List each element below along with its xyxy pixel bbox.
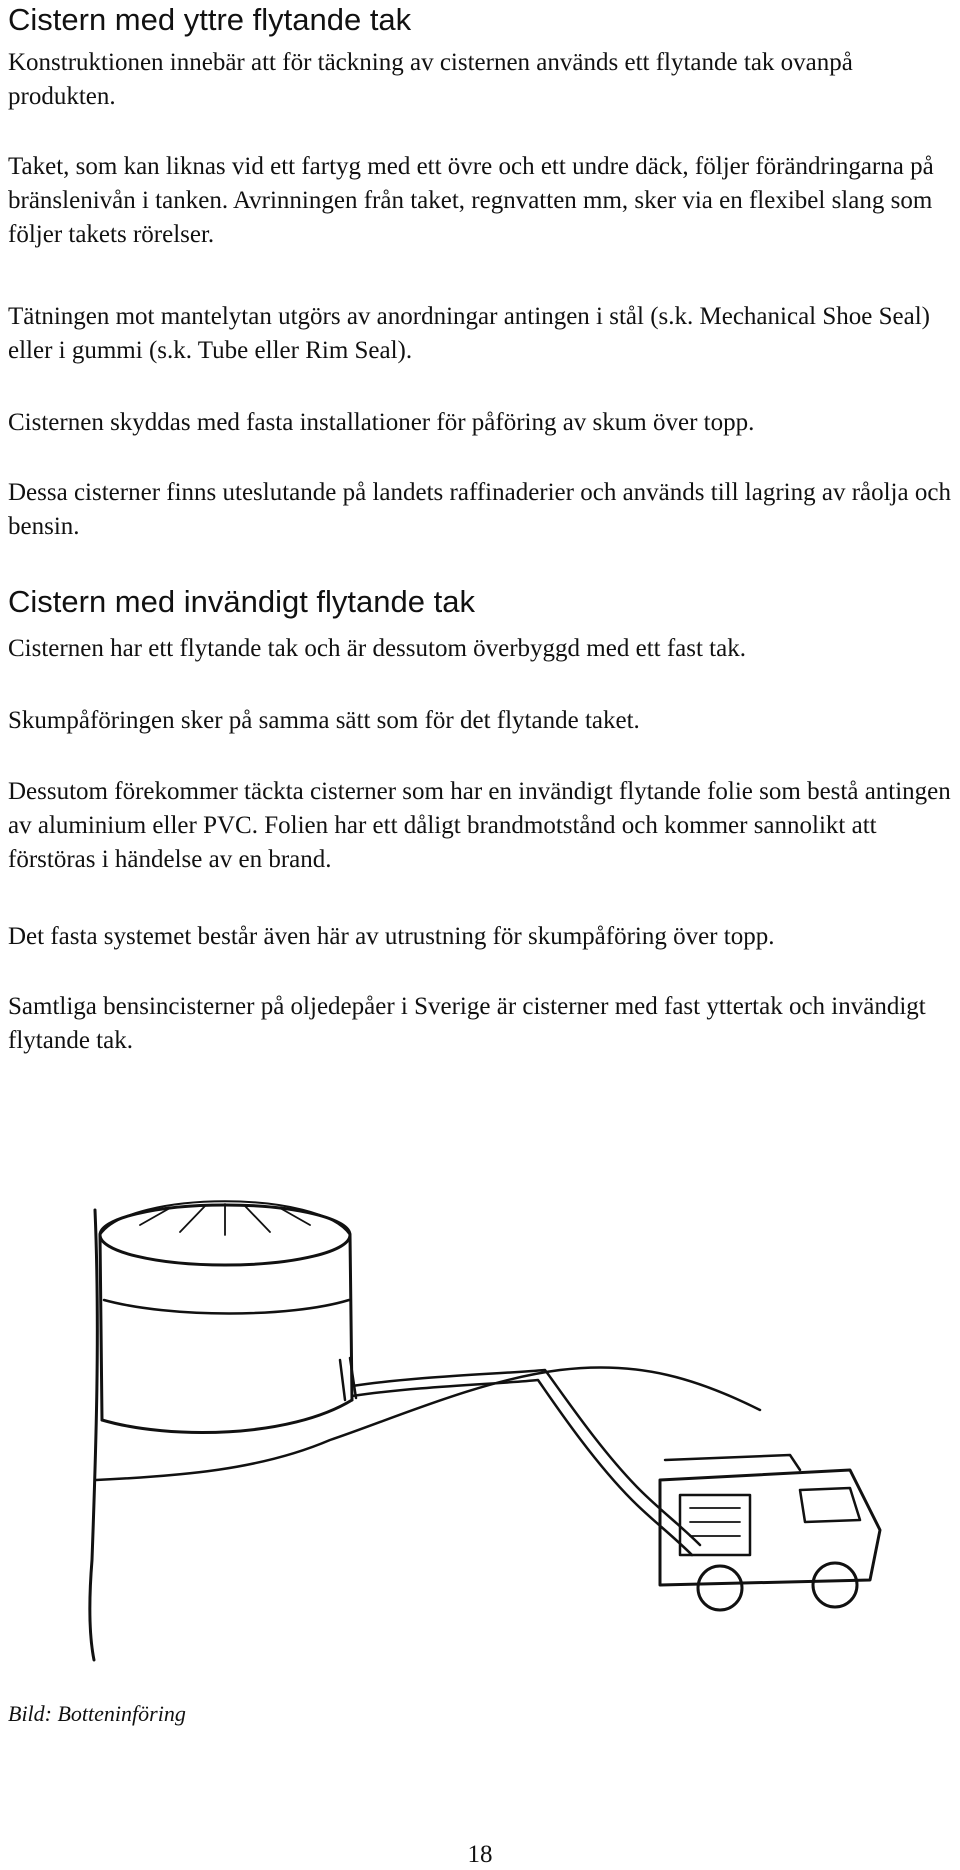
- section-heading-inner-floating-roof: Cistern med invändigt flytande tak: [8, 584, 475, 619]
- liquid-level: [104, 1300, 349, 1314]
- truck-panel: [680, 1495, 750, 1555]
- truck-wheel-rear: [698, 1566, 742, 1610]
- figure-caption: Bild: Botteninföring: [8, 1701, 186, 1726]
- section-heading-outer-floating-roof: Cistern med yttre flytande tak: [8, 2, 412, 37]
- paragraph: Cisternen skyddas med fasta installationer för påföring av skum över topp.: [8, 409, 755, 436]
- paragraph: Cisternen har ett flytande tak och är dessutom överbyggd med ett fast tak.: [8, 635, 746, 662]
- tank-wall-left: [100, 1235, 102, 1420]
- truck-top-rail: [665, 1455, 800, 1470]
- truck-cab-window: [800, 1488, 860, 1522]
- paragraph: Samtliga bensincisterner på oljedepåer i Sverige är cisterner med fast yttertak och invändigt flytande tak.: [8, 993, 926, 1054]
- ground-surface: [96, 1367, 760, 1480]
- paragraph: Tätningen mot mantelytan utgörs av anordningar antingen i stål (s.k. Mechanical Shoe Seal) eller i gummi (s.k. Tube eller Rim Seal).: [8, 303, 930, 364]
- paragraph: Konstruktionen innebär att för täckning av cisternen används ett flytande tak ovanpå produkten.: [8, 49, 853, 110]
- ground-line: [90, 1210, 98, 1660]
- tank-bottom-injection-illustration: [0, 1190, 960, 1670]
- paragraph: Skumpåföringen sker på samma sätt som för det flytande taket.: [8, 707, 640, 734]
- paragraph: Dessa cisterner finns uteslutande på landets raffinaderier och används till lagring av råolja och bensin.: [8, 479, 951, 540]
- tank-bottom: [102, 1400, 352, 1433]
- pipe-lower: [352, 1380, 692, 1555]
- pipe-upper: [352, 1370, 700, 1545]
- truck-wheel-front: [813, 1563, 857, 1607]
- paragraph: Dessutom förekommer täckta cisterner som har en invändigt flytande folie som bestå antingen av aluminium eller PVC. Folien har ett dåligt brandmotstånd och kommer sannolikt att förstöras i händelse av en brand.: [8, 778, 951, 873]
- outlet-flange: [340, 1358, 356, 1400]
- page-number: 18: [467, 1841, 493, 1868]
- truck-panel-lines: [690, 1508, 740, 1536]
- paragraph: Taket, som kan liknas vid ett fartyg med ett övre och ett undre däck, följer förändringarna på bränslenivån i tanken. Avrinningen från taket, regnvatten mm, sker via en flexibel slang som följer takets rörelser.: [8, 153, 934, 248]
- paragraph: Det fasta systemet består även här av utrustning för skumpåföring över topp.: [8, 923, 775, 950]
